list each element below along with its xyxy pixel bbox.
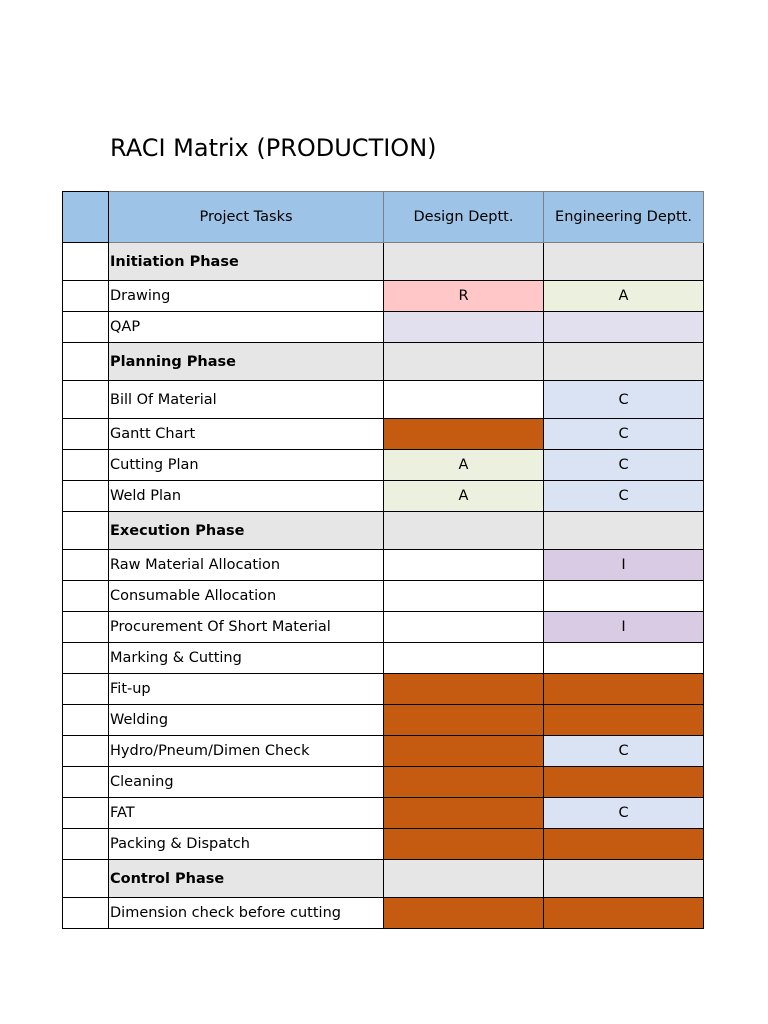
design-deptt-cell	[384, 312, 544, 343]
row-index-cell	[63, 643, 109, 674]
row-index-cell	[63, 767, 109, 798]
task-label: Raw Material Allocation	[109, 550, 384, 581]
table-row	[63, 581, 704, 612]
engineering-deptt-cell: C	[544, 419, 704, 450]
row-index-cell	[63, 343, 109, 381]
table-row	[63, 705, 704, 736]
table-row	[63, 450, 704, 481]
row-index-cell	[63, 281, 109, 312]
task-label: QAP	[109, 312, 384, 343]
design-deptt-cell	[384, 829, 544, 860]
phase-label: Initiation Phase	[109, 243, 384, 281]
phase-row	[63, 243, 704, 281]
task-label: Gantt Chart	[109, 419, 384, 450]
table-row	[63, 550, 704, 581]
design-deptt-cell	[384, 643, 544, 674]
row-index-cell	[63, 612, 109, 643]
task-label: Packing & Dispatch	[109, 829, 384, 860]
engineering-deptt-cell	[544, 829, 704, 860]
table-row	[63, 643, 704, 674]
design-deptt-cell	[384, 243, 544, 281]
engineering-deptt-cell	[544, 581, 704, 612]
table-row	[63, 829, 704, 860]
table-row	[63, 281, 704, 312]
task-label: Marking & Cutting	[109, 643, 384, 674]
table-row	[63, 674, 704, 705]
table-row	[63, 736, 704, 767]
table-row	[63, 381, 704, 419]
design-deptt-cell	[384, 419, 544, 450]
phase-row	[63, 343, 704, 381]
design-deptt-cell	[384, 898, 544, 929]
column-header-engineering-deptt: Engineering Deptt.	[544, 192, 704, 243]
design-deptt-cell	[384, 381, 544, 419]
engineering-deptt-cell: A	[544, 281, 704, 312]
header-row	[63, 192, 704, 243]
phase-row	[63, 860, 704, 898]
design-deptt-cell	[384, 343, 544, 381]
task-label: Weld Plan	[109, 481, 384, 512]
design-deptt-cell	[384, 767, 544, 798]
table-body	[63, 243, 704, 929]
row-index-cell	[63, 243, 109, 281]
design-deptt-cell	[384, 581, 544, 612]
row-index-cell	[63, 450, 109, 481]
engineering-deptt-cell	[544, 674, 704, 705]
phase-label: Execution Phase	[109, 512, 384, 550]
engineering-deptt-cell	[544, 643, 704, 674]
phase-label: Planning Phase	[109, 343, 384, 381]
row-index-cell	[63, 550, 109, 581]
task-label: Fit-up	[109, 674, 384, 705]
table-row	[63, 767, 704, 798]
engineering-deptt-cell	[544, 898, 704, 929]
design-deptt-cell	[384, 736, 544, 767]
design-deptt-cell	[384, 512, 544, 550]
task-label: Consumable Allocation	[109, 581, 384, 612]
design-deptt-cell	[384, 612, 544, 643]
task-label: FAT	[109, 798, 384, 829]
row-index-cell	[63, 860, 109, 898]
engineering-deptt-cell: I	[544, 550, 704, 581]
row-index-cell	[63, 898, 109, 929]
table-row	[63, 798, 704, 829]
row-index-cell	[63, 419, 109, 450]
engineering-deptt-cell	[544, 705, 704, 736]
table-row	[63, 898, 704, 929]
task-label: Bill Of Material	[109, 381, 384, 419]
phase-label: Control Phase	[109, 860, 384, 898]
row-index-cell	[63, 798, 109, 829]
row-index-cell	[63, 581, 109, 612]
raci-table	[62, 191, 704, 929]
design-deptt-cell	[384, 860, 544, 898]
task-label: Cleaning	[109, 767, 384, 798]
engineering-deptt-cell	[544, 312, 704, 343]
page-title: RACI Matrix (PRODUCTION)	[110, 134, 437, 162]
row-index-cell	[63, 705, 109, 736]
engineering-deptt-cell	[544, 767, 704, 798]
row-index-cell	[63, 829, 109, 860]
row-index-cell	[63, 736, 109, 767]
row-index-cell	[63, 674, 109, 705]
task-label: Hydro/Pneum/Dimen Check	[109, 736, 384, 767]
phase-row	[63, 512, 704, 550]
design-deptt-cell: R	[384, 281, 544, 312]
design-deptt-cell	[384, 798, 544, 829]
engineering-deptt-cell: C	[544, 450, 704, 481]
table-row	[63, 612, 704, 643]
column-header-index	[63, 192, 109, 243]
row-index-cell	[63, 512, 109, 550]
engineering-deptt-cell: C	[544, 798, 704, 829]
row-index-cell	[63, 481, 109, 512]
task-label: Welding	[109, 705, 384, 736]
design-deptt-cell	[384, 674, 544, 705]
table-row	[63, 312, 704, 343]
task-label: Drawing	[109, 281, 384, 312]
task-label: Cutting Plan	[109, 450, 384, 481]
task-label: Dimension check before cutting	[109, 898, 384, 929]
engineering-deptt-cell	[544, 512, 704, 550]
table-row	[63, 481, 704, 512]
engineering-deptt-cell: I	[544, 612, 704, 643]
column-header-project-tasks: Project Tasks	[109, 192, 384, 243]
table-row	[63, 419, 704, 450]
design-deptt-cell	[384, 550, 544, 581]
column-header-design-deptt: Design Deptt.	[384, 192, 544, 243]
engineering-deptt-cell	[544, 243, 704, 281]
engineering-deptt-cell: C	[544, 736, 704, 767]
row-index-cell	[63, 312, 109, 343]
design-deptt-cell: A	[384, 481, 544, 512]
design-deptt-cell	[384, 705, 544, 736]
engineering-deptt-cell: C	[544, 481, 704, 512]
task-label: Procurement Of Short Material	[109, 612, 384, 643]
engineering-deptt-cell	[544, 343, 704, 381]
design-deptt-cell: A	[384, 450, 544, 481]
row-index-cell	[63, 381, 109, 419]
engineering-deptt-cell: C	[544, 381, 704, 419]
engineering-deptt-cell	[544, 860, 704, 898]
